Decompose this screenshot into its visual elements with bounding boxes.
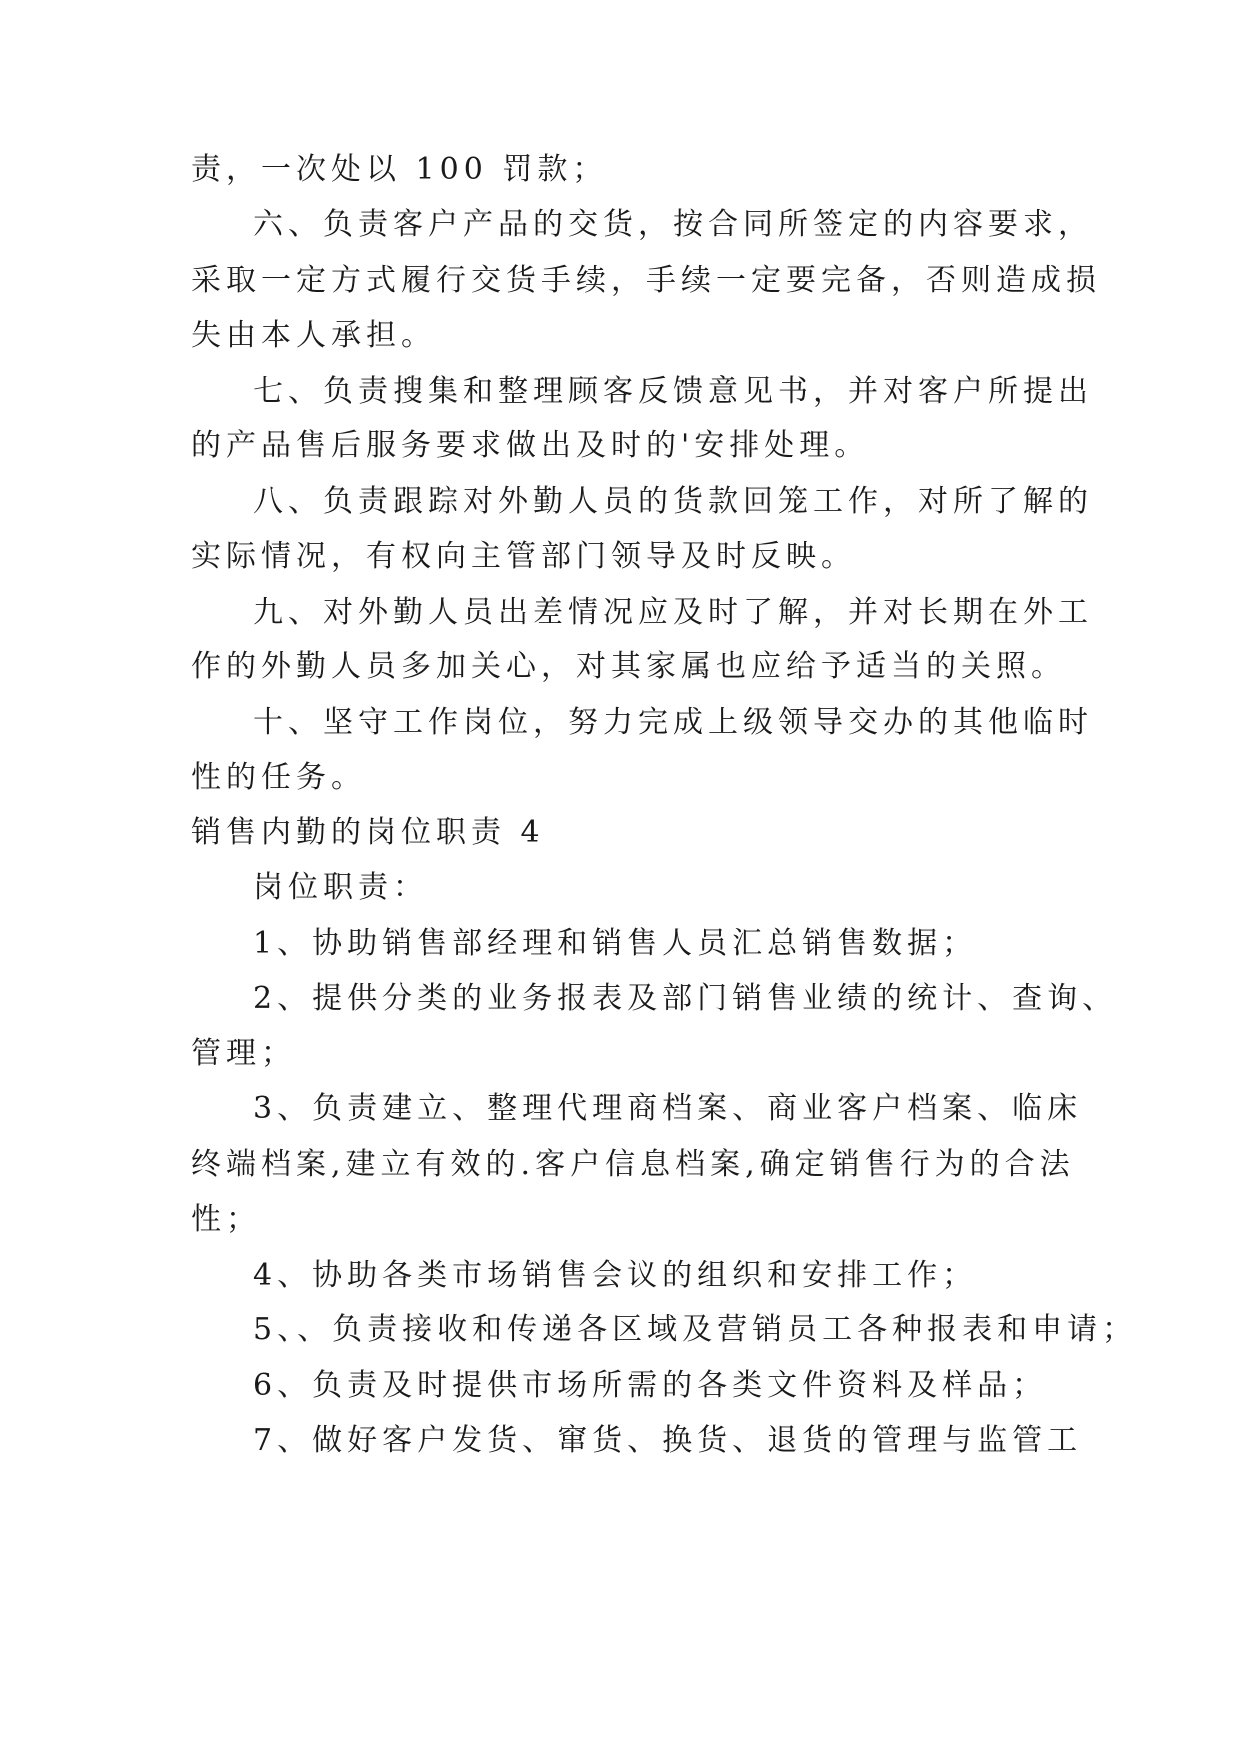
paragraph-line: 2、提供分类的业务报表及部门销售业绩的统计、查询、 <box>253 981 1118 1016</box>
paragraph-line: 失由本人承担。 <box>191 318 436 353</box>
paragraph-line: 管理； <box>191 1036 296 1071</box>
paragraph-line: 八、负责跟踪对外勤人员的货款回笼工作，对所了解的 <box>253 484 1093 519</box>
paragraph-line: 作的外勤人员多加关心，对其家属也应给予适当的关照。 <box>191 649 1066 684</box>
paragraph-line: 六、负责客户产品的交货，按合同所签定的内容要求， <box>253 207 1093 242</box>
paragraph-line: 7、做好客户发货、窜货、换货、退货的管理与监管工 <box>253 1423 1083 1458</box>
section-heading: 销售内勤的岗位职责 4 <box>191 815 545 850</box>
paragraph-line: 十、坚守工作岗位，努力完成上级领导交办的其他临时 <box>253 705 1093 740</box>
paragraph-line: 采取一定方式履行交货手续，手续一定要完备，否则造成损 <box>191 263 1101 298</box>
paragraph-line: 实际情况，有权向主管部门领导及时反映。 <box>191 539 856 574</box>
paragraph-line: 1、协助销售部经理和销售人员汇总销售数据； <box>253 926 978 961</box>
paragraph-line: 终端档案,建立有效的.客户信息档案,确定销售行为的合法 <box>191 1147 1075 1182</box>
paragraph-line: 6、负责及时提供市场所需的各类文件资料及样品； <box>253 1368 1048 1403</box>
paragraph-line: 性的任务。 <box>191 760 366 795</box>
paragraph-line: 责，一次处以 100 罚款； <box>191 152 608 187</box>
paragraph-line: 性； <box>191 1202 261 1237</box>
paragraph-line: 九、对外勤人员出差情况应及时了解，并对长期在外工 <box>253 595 1093 630</box>
paragraph-line: 岗位职责： <box>253 870 428 905</box>
paragraph-line: 5、、负责接收和传递各区域及营销员工各种报表和申请； <box>253 1312 1138 1347</box>
paragraph-line: 七、负责搜集和整理顾客反馈意见书，并对客户所提出 <box>253 374 1093 409</box>
paragraph-line: 3、负责建立、整理代理商档案、商业客户档案、临床 <box>253 1091 1083 1126</box>
paragraph-line: 的产品售后服务要求做出及时的'安排处理。 <box>191 428 870 463</box>
paragraph-line: 4、协助各类市场销售会议的组织和安排工作； <box>253 1258 978 1293</box>
